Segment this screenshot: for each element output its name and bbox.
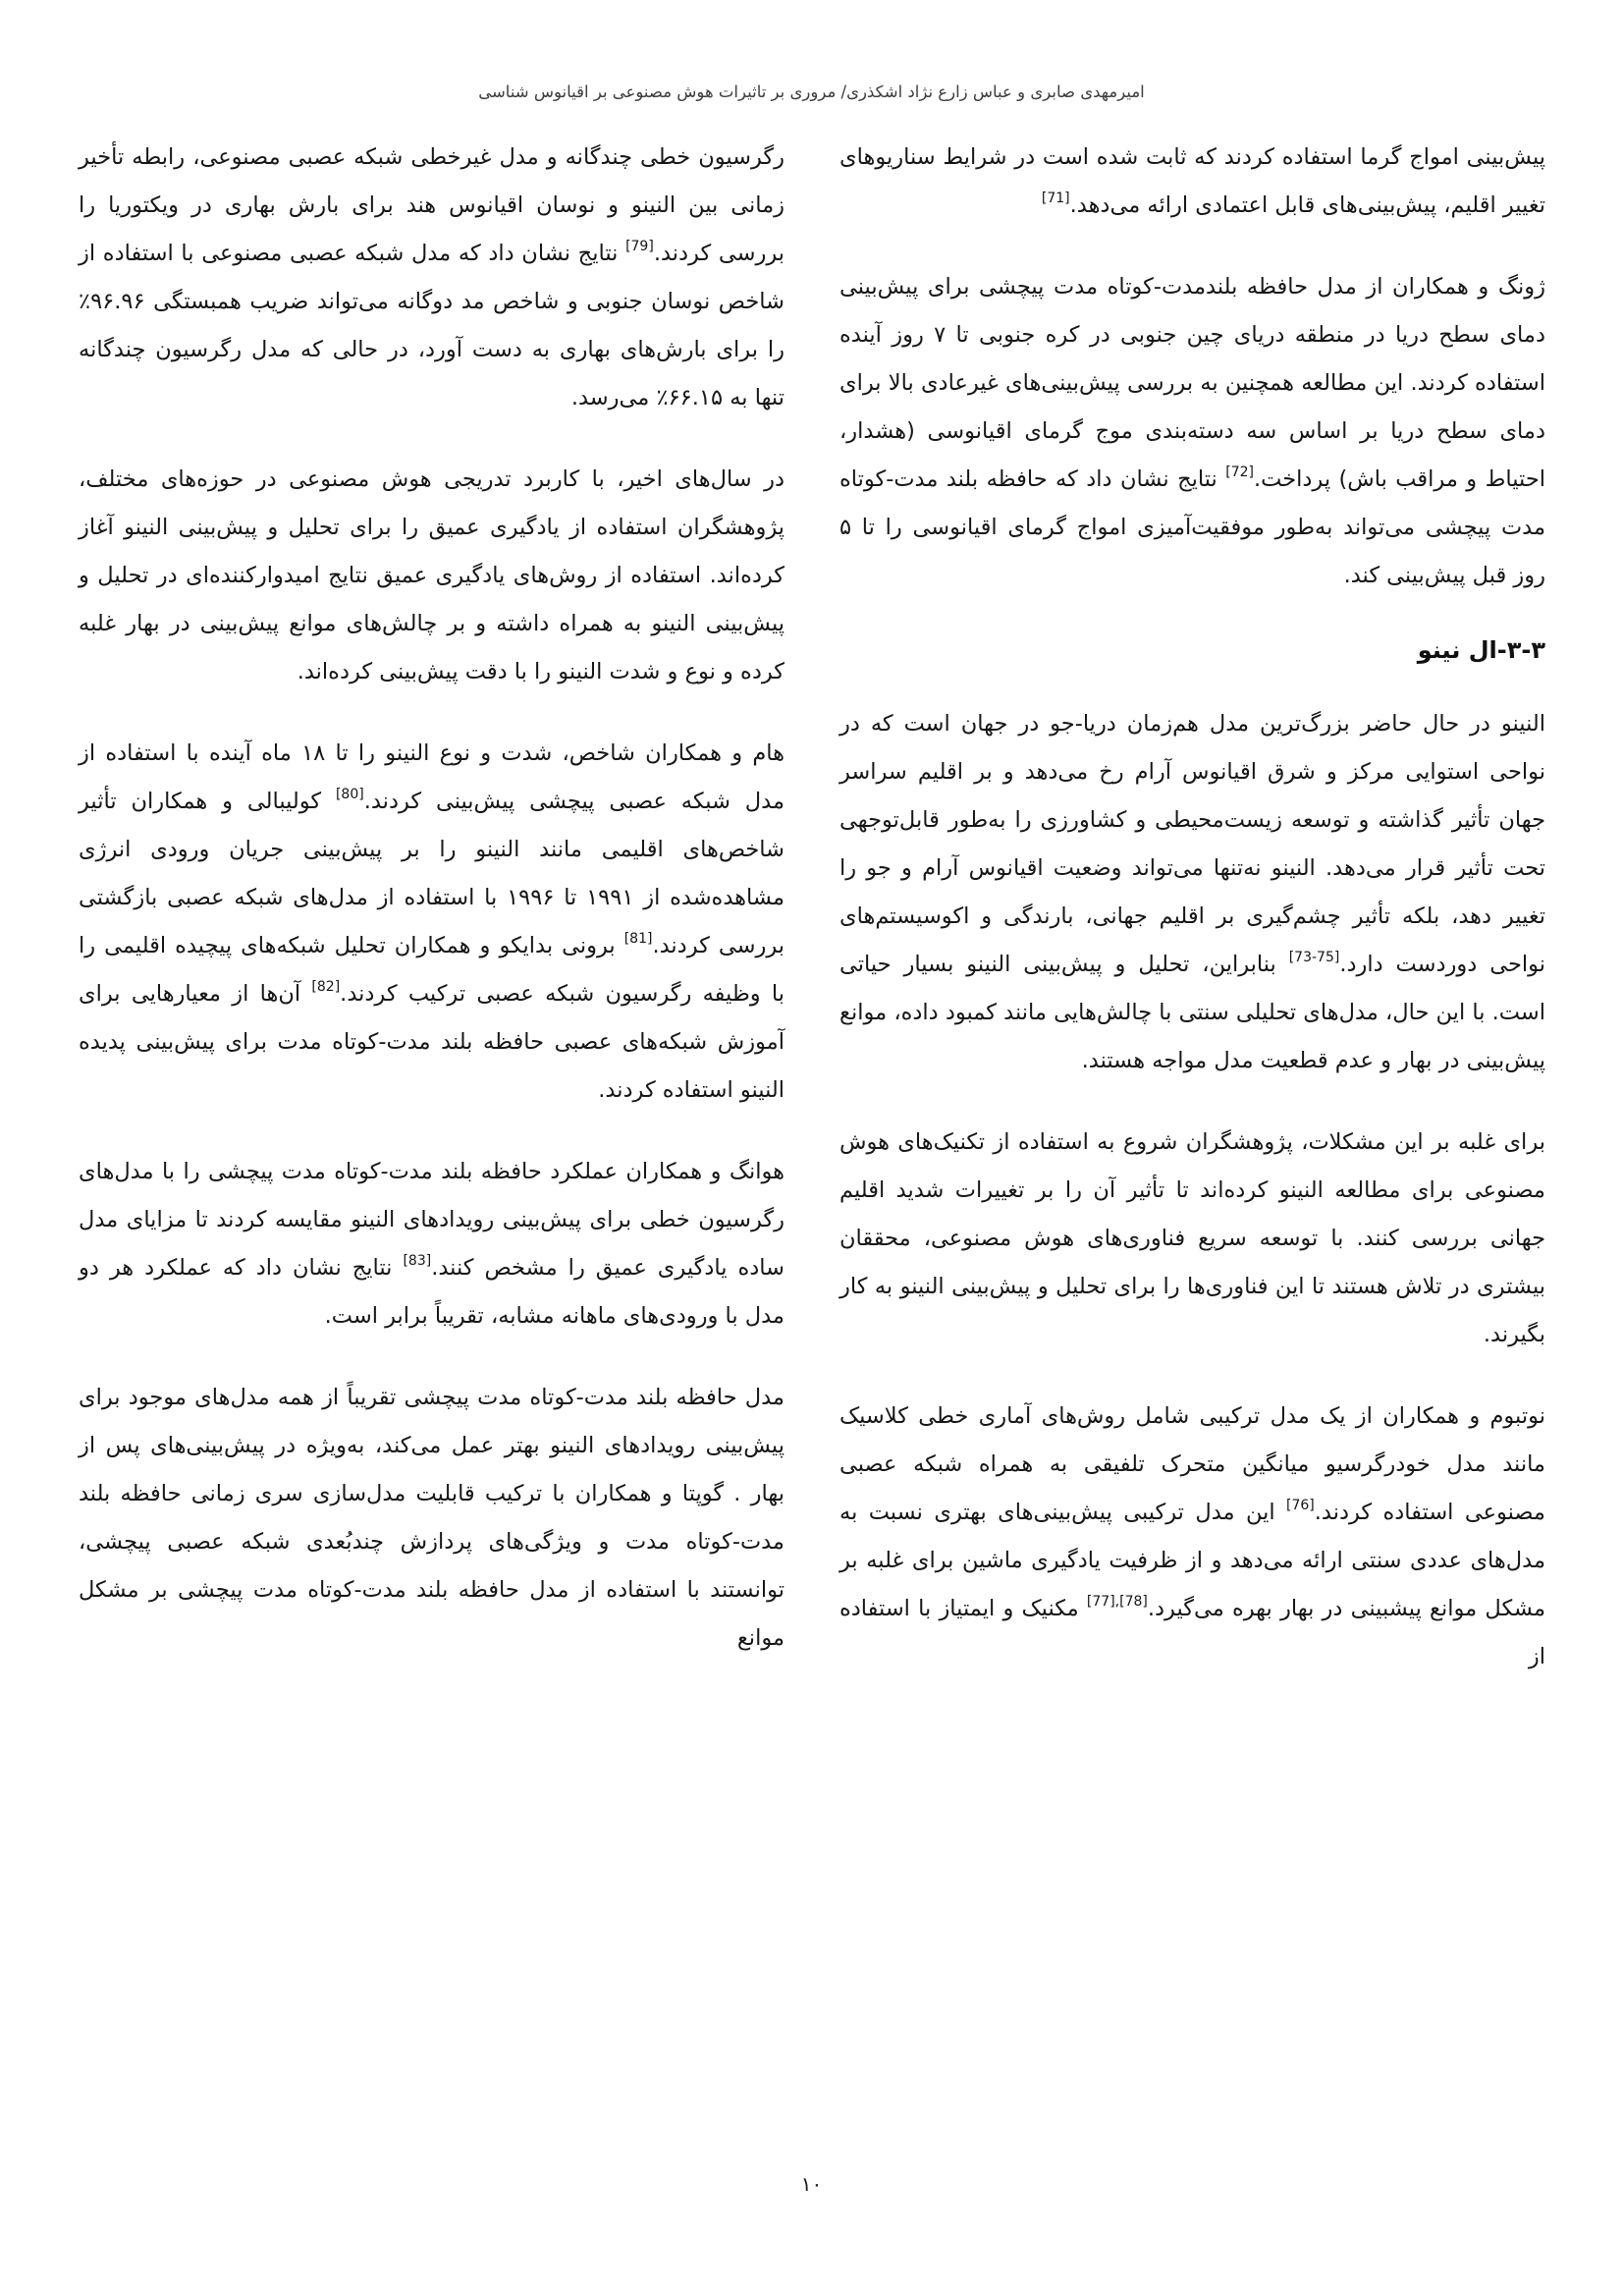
paragraph: برای غلبه بر این مشکلات، پژوهشگران شروع به استفاده از تکنیک‌های هوش مصنوعی برای مطالعه النینو کرده‌اند تا تأثیر آن را بر تغییرات شدید اقلیم جهانی بررسی کنند. با توسعه سریع فناوری‌های هوش مصنوعی، محققان بیشتری در تلاش هستند تا این فناوری‌ها را برای تحلیل و پیش‌بینی النینو به کار بگیرند.	[839, 1129, 1545, 1347]
paragraph: هام و همکاران شاخص، شدت و نوع النینو را تا ۱۸ ماه آینده با استفاده از مدل شبکه عصبی پیچشی پیش‌بینی کردند.[80] کولیبالی و همکاران تأثیر شاخص‌های اقلیمی مانند النینو را بر پیش‌بینی جریان ورودی انرژی مشاهده‌شده از ۱۹۹۱ تا ۱۹۹۶ با استفاده از مدل‌های شبکه عصبی بازگشتی بررسی کردند.[81] برونی بدایکو و همکاران تحلیل شبکه‌های پیچیده اقلیمی را با وظیفه رگرسیون شبکه عصبی ترکیب کردند.[82] آن‌ها از معیارهایی برای آموزش شبکه‌های عصبی حافظه بلند مدت-کوتاه مدت برای پیش‌بینی پدیده النینو استفاده کردند.	[79, 740, 785, 1103]
right-column	[839, 134, 1545, 1681]
paragraph: النینو در حال حاضر بزرگ‌ترین مدل هم‌زمان دریا-جو در جهان است که در نواحی استوایی مرکز و شرق اقیانوس آرام رخ می‌دهد و بر اقلیم سراسر جهان تأثیر گذاشته و توسعه زیست‌محیطی و کشاورزی را به‌طور قابل‌توجهی تحت تأثیر قرار می‌دهد. النینو نه‌تنها می‌تواند وضعیت اقیانوس آرام و جو را تغییر دهد، بلکه تأثیر چشم‌گیری بر اقلیم جهانی، بارندگی و اکوسیستم‌های نواحی دوردست دارد.[73-75] بنابراین، تحلیل و پیش‌بینی النینو بسیار حیاتی است. با این حال، مدل‌های تحلیلی سنتی با چالش‌هایی مانند کمبود داده، موانع پیش‌بینی در بهار و عدم قطعیت مدل مواجه هستند.	[839, 711, 1545, 1073]
paragraph: ژونگ و همکاران از مدل حافظه بلندمدت-کوتاه مدت پیچشی برای پیش‌بینی دمای سطح دریا در منطقه دریای چین جنوبی در کره جنوبی تا ۷ روز آینده استفاده کردند. این مطالعه همچنین به بررسی پیش‌بینی‌های غیرعادی بالا برای دمای سطح دریا بر اساس سه دسته‌بندی موج گرمای اقیانوسی (هشدار، احتیاط و مراقب باش) پرداخت.[72] نتایج نشان داد که حافظه بلند مدت-کوتاه مدت پیچشی می‌تواند به‌طور موفقیت‌آمیزی امواج گرمای اقیانوسی را تا ۵ روز قبل پیش‌بینی کند.	[839, 274, 1545, 588]
section-heading: ۳-۳-ال نینو	[1417, 636, 1545, 664]
paragraph: هوانگ و همکاران عملکرد حافظه بلند مدت-کوتاه مدت پیچشی را با مدل‌های رگرسیون خطی برای پیش‌بینی رویدادهای النینو مقایسه کردند تا مزایای مدل ساده یادگیری عمیق را مشخص کنند.[83] نتایج نشان داد که عملکرد هر دو مدل با ورودی‌های ماهانه مشابه، تقریباً برابر است.	[79, 1159, 784, 1329]
paragraph: نوتبوم و همکاران از یک مدل ترکیبی شامل روش‌های آماری خطی کلاسیک مانند مدل خودرگرسیو میانگین متحرک تلفیقی به همراه شبکه عصبی مصنوعی استفاده کردند.[76] این مدل ترکیبی پیش‌بینی‌های بهتری نسبت به مدل‌های عددی سنتی ارائه می‌دهد و از ظرفیت یادگیری ماشین برای غلبه بر مشکل موانع پیشبینی در بهار بهره می‌گیرد.[77],[78] مکنیک و ایمتیاز با استفاده از	[839, 1403, 1545, 1669]
paragraph: پیش‌بینی امواج گرما استفاده کردند که ثابت شده است در شرایط سناریوهای تغییر اقلیم، پیش‌بینی‌های قابل اعتمادی ارائه می‌دهد.[71]	[839, 144, 1545, 218]
two-column-body	[78, 134, 1545, 1681]
running-head: امیرمهدی صابری و عباس زارع نژاد اشکذری/ مروری بر تاثیرات هوش مصنوعی بر اقیانوس شناسی	[478, 82, 1145, 101]
paragraph: رگرسیون خطی چندگانه و مدل غیرخطی شبکه عصبی مصنوعی، رابطه تأخیر زمانی بین النینو و نوسان اقیانوس هند برای بارش بهاری در ویکتوریا را بررسی کردند.[79] نتایج نشان داد که مدل شبکه عصبی مصنوعی با استفاده از شاخص نوسان جنوبی و شاخص مد دوگانه می‌تواند ضریب همبستگی ۹۶.۹۶٪ را برای بارش‌های بهاری به دست آورد، در حالی که مدل رگرسیون چندگانه تنها به ۶۶.۱۵٪ می‌رسد.	[79, 144, 785, 410]
page-number: ۱۰	[800, 2172, 823, 2196]
left-column	[79, 134, 784, 1681]
paragraph: در سال‌های اخیر، با کاربرد تدریجی هوش مصنوعی در حوزه‌های مختلف، پژوهشگران استفاده از یادگیری عمیق را برای تحلیل و پیش‌بینی النینو آغاز کرده‌اند. استفاده از روش‌های یادگیری عمیق نتایج امیدوارکننده‌ای در تحلیل و پیش‌بینی النینو به همراه داشته و بر چالش‌های موانع پیش‌بینی در بهار غلبه کرده و نوع و شدت النینو را با دقت پیش‌بینی کرده‌اند.	[79, 466, 784, 684]
paragraph: مدل حافظه بلند مدت-کوتاه مدت پیچشی تقریباً از همه مدل‌های موجود برای پیش‌بینی رویدادهای النینو بهتر عمل می‌کند، به‌ویژه در پیش‌بینی‌های پس از بهار . گوپتا و همکاران با ترکیب قابلیت مدل‌سازی سری زمانی حافظه بلند مدت-کوتاه مدت و ویژگی‌های پردازش چندبُعدی شبکه عصبی پیچشی، توانستند با استفاده از مدل حافظه بلند مدت-کوتاه مدت پیچشی بر مشکل موانع	[79, 1385, 784, 1651]
